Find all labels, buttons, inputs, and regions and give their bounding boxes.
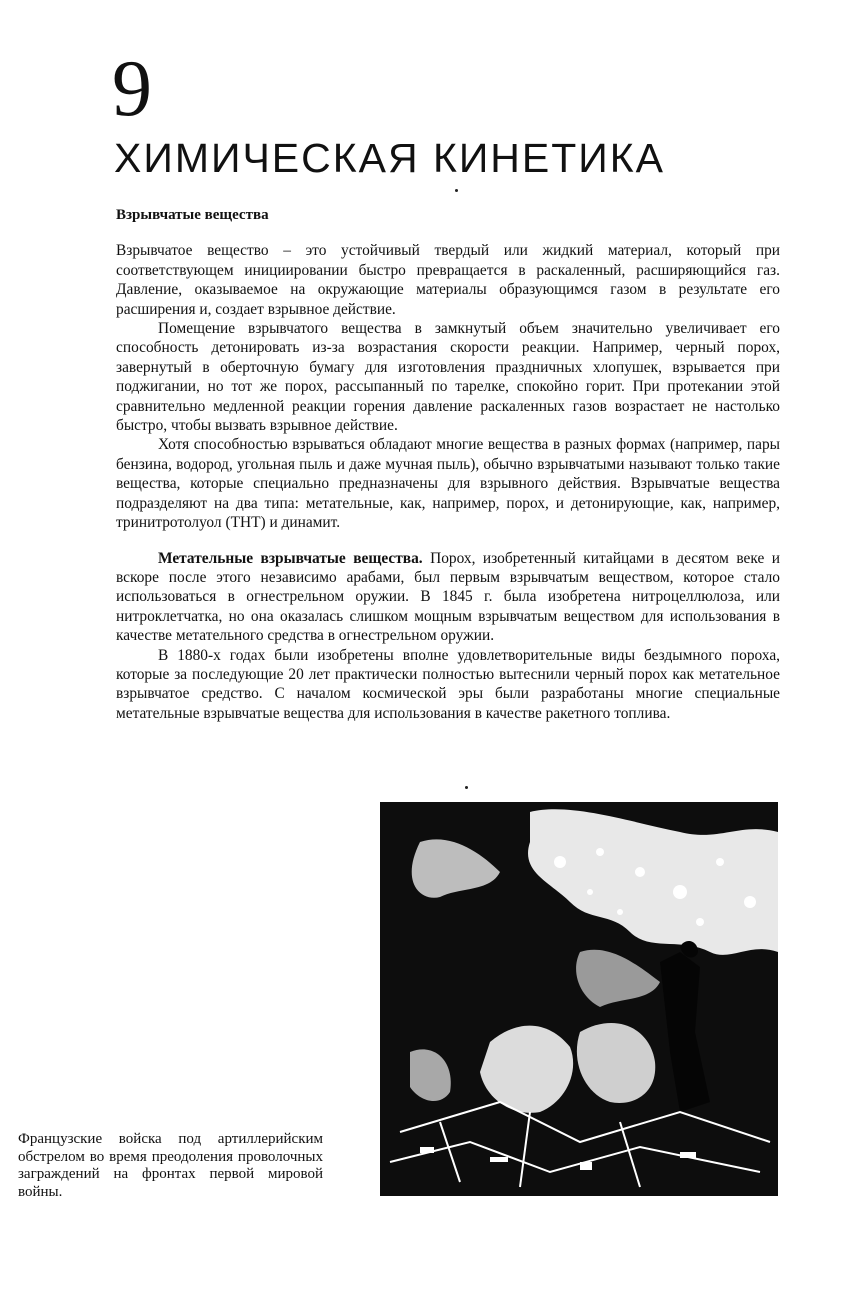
paragraph: Взрывчатое вещество – это устойчивый твердый или жидкий материал, который при соответствующем инициировании быстро превращается в раскаленный, расширяющийся газ. Давление, оказываемое на окружающие материалы образующимся газом в результате его расширения и, создает взрывное действие. <box>116 242 780 318</box>
section-heading: Взрывчатые вещества <box>116 207 269 223</box>
photo-illustration <box>380 802 778 1196</box>
chapter-title: ХИМИЧЕСКАЯ КИНЕТИКА <box>114 135 666 181</box>
print-speck <box>455 189 458 192</box>
subsection-heading: Метательные взрывчатые вещества. <box>158 549 423 567</box>
subsection-paragraph <box>116 549 780 646</box>
paragraph: Хотя способностью взрываться обладают многие вещества в разных формах (например, пары бензина, водород, угольная пыль и даже мучная пыль), обычно взрывчатыми называют только такие вещества, которые специально предназначены для взрывного действия. Взрывчатые вещества подразделяют на два типа: метательные, как, например, порох, и детонирующие, как, например, тринитротолуол (ТНТ) и динамит. <box>116 436 780 532</box>
figure-caption: Французские войска под артиллерийским обстрелом во время преодоления проволочных заграждений на фронтах первой мировой войны. <box>18 1131 323 1200</box>
paragraph: Помещение взрывчатого вещества в замкнутый объем значительно увеличивает его способность детонировать из-за возрастания скорости реакции. Например, черный порох, завернутый в оберточную бумагу для изготовления праздничных хлопушек, взрывается при поджигании, но тот же порох, рассыпанный по тарелке, спокойно горит. При протекании этой сравнительно медленной реакции горения давление раскаленных газов возрастает не настолько быстро, чтобы вызвать взрывное действие. <box>116 320 780 435</box>
chapter-number: 9 <box>112 45 152 133</box>
print-speck <box>465 786 468 789</box>
battlefield-photo <box>380 802 778 1196</box>
body-text <box>116 206 780 723</box>
paragraph: В 1880-х годах были изобретены вполне удовлетворительные виды бездымного пороха, которые за последующие 20 лет практически полностью вытеснили черный порох как метательное взрывчатое средство. С началом космической эры были разработаны многие специальные метательные взрывчатые вещества для использования в качестве ракетного топлива. <box>116 646 780 722</box>
subsection-lead-text: Порох, изобретенный китайцами в десятом веке и вскоре после этого независимо арабами, был первым взрывчатым веществом, которое стало использоваться в огнестрельном оружии. В 1845 г. была изобретена нитроцеллюлоза, или нитроклетчатка, но она оказалась слишком мощным взрывчатым веществом для использования в качестве метательного средства в огнестрельном оружии. <box>116 549 780 645</box>
